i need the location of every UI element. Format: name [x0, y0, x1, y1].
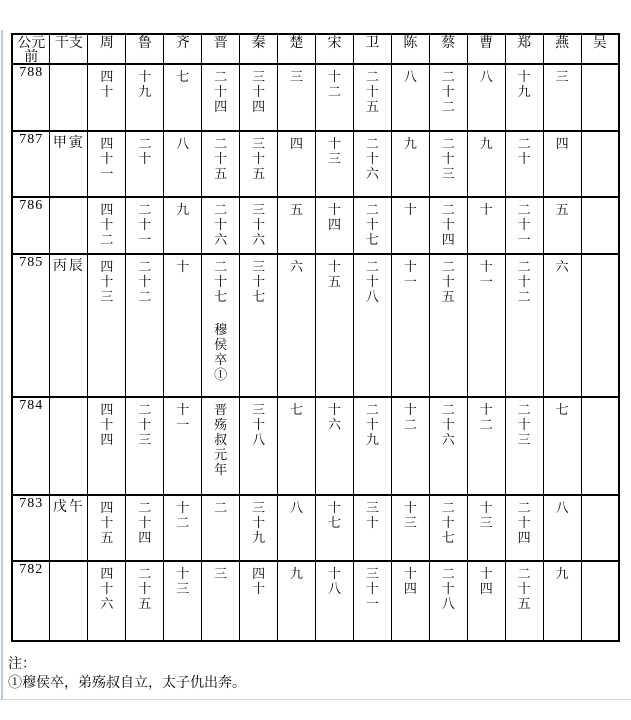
state-cell: [164, 495, 202, 561]
vertical-regnal-year: 八: [176, 136, 190, 151]
chronology-table: [11, 33, 620, 642]
state-cell: [543, 495, 581, 561]
state-cell: [467, 64, 505, 131]
vertical-regnal-year: 四十一: [100, 136, 114, 181]
state-cell: [316, 254, 354, 397]
column-header-11: 蔡: [429, 34, 467, 64]
state-cell: [543, 197, 581, 254]
vertical-regnal-year: 三十五: [252, 136, 266, 181]
state-cell: [126, 495, 164, 561]
notes-label: 注：: [8, 655, 36, 671]
state-cell: [467, 131, 505, 197]
state-cell: [240, 495, 278, 561]
state-cell: [240, 397, 278, 495]
state-cell: [581, 495, 619, 561]
state-cell: [164, 197, 202, 254]
vertical-regnal-year: 十一: [176, 402, 190, 432]
year-cell: 786: [12, 197, 50, 254]
vertical-regnal-year: 三十一: [365, 566, 379, 611]
state-cell: [429, 64, 467, 131]
vertical-regnal-year: 二十四: [441, 202, 455, 247]
state-cell: [505, 64, 543, 131]
vertical-regnal-year: 八: [555, 500, 569, 515]
vertical-regnal-year: 十八: [327, 566, 341, 596]
vertical-regnal-year: 十四: [327, 202, 341, 232]
column-header-10: 陈: [391, 34, 429, 64]
year-row: [12, 495, 619, 561]
vertical-regnal-year: 九: [555, 566, 569, 581]
vertical-regnal-year: 三: [290, 69, 304, 84]
state-cell: [202, 64, 240, 131]
state-cell: [278, 197, 316, 254]
state-cell: [467, 561, 505, 641]
year-row: [12, 397, 619, 495]
vertical-regnal-year: 七: [555, 402, 569, 417]
vertical-regnal-year: 四十二: [100, 202, 114, 247]
state-cell: [202, 197, 240, 254]
state-cell: [543, 254, 581, 397]
state-cell: [581, 197, 619, 254]
vertical-regnal-year: 九: [176, 202, 190, 217]
state-cell: [353, 495, 391, 561]
state-cell: [88, 64, 126, 131]
vertical-regnal-year: 二十四: [517, 500, 531, 545]
vertical-regnal-year: 十二: [176, 500, 190, 530]
state-cell: [88, 397, 126, 495]
vertical-regnal-year: 十七: [327, 500, 341, 530]
state-cell: [126, 197, 164, 254]
state-cell: [353, 561, 391, 641]
state-cell: [353, 131, 391, 197]
vertical-regnal-year: 二十五: [517, 566, 531, 611]
year-cell: 784: [12, 397, 50, 495]
column-header-15: 吴: [581, 34, 619, 64]
column-header-1: 干支: [50, 34, 88, 64]
state-cell: [581, 254, 619, 397]
vertical-regnal-year: 九: [479, 136, 493, 151]
ganzhi-cell: 甲寅: [50, 131, 88, 197]
state-cell: [581, 131, 619, 197]
state-cell: [391, 197, 429, 254]
vertical-regnal-year: 二: [214, 500, 228, 515]
vertical-regnal-year: 十四: [403, 566, 417, 596]
vertical-regnal-year: 十: [403, 202, 417, 217]
ganzhi-cell: 戊午: [50, 495, 88, 561]
state-cell: [278, 64, 316, 131]
state-cell: [316, 197, 354, 254]
vertical-regnal-year: 十六: [327, 402, 341, 432]
vertical-regnal-year: 十二: [479, 402, 493, 432]
page-left-border: [1, 30, 3, 699]
state-cell: [391, 561, 429, 641]
vertical-regnal-year: 二十八: [441, 566, 455, 611]
vertical-regnal-year: 二十五: [441, 259, 455, 304]
vertical-regnal-year: 十四: [479, 566, 493, 596]
vertical-regnal-year: 二十四: [138, 500, 152, 545]
state-cell: [353, 254, 391, 397]
vertical-regnal-year: 九: [290, 566, 304, 581]
vertical-regnal-year: 十三: [327, 136, 341, 166]
year-cell: 787: [12, 131, 50, 197]
vertical-regnal-year: 三十六: [252, 202, 266, 247]
state-cell: [543, 397, 581, 495]
vertical-regnal-year: 二十五: [138, 566, 152, 611]
vertical-regnal-year: 二十二: [138, 259, 152, 304]
vertical-regnal-year: 二十七: [365, 202, 379, 247]
state-cell: [429, 561, 467, 641]
state-cell: [505, 131, 543, 197]
vertical-regnal-year: 二十八: [365, 259, 379, 304]
year-cell: 783: [12, 495, 50, 561]
state-cell: [88, 561, 126, 641]
state-cell: [581, 64, 619, 131]
state-cell: [240, 254, 278, 397]
vertical-regnal-year: 二十九: [365, 402, 379, 447]
state-cell: [316, 64, 354, 131]
state-cell: [126, 131, 164, 197]
state-cell: [126, 561, 164, 641]
state-cell: [88, 254, 126, 397]
ganzhi-cell: 丙辰: [50, 254, 88, 397]
vertical-regnal-year: 十九: [138, 69, 152, 99]
state-cell: [505, 397, 543, 495]
vertical-regnal-year: 七: [290, 402, 304, 417]
vertical-regnal-year: 六: [555, 259, 569, 274]
state-cell: [202, 495, 240, 561]
state-cell: [126, 254, 164, 397]
state-cell: [391, 131, 429, 197]
column-header-7: 楚: [278, 34, 316, 64]
vertical-regnal-year: 二十五: [365, 69, 379, 114]
vertical-regnal-year: 五: [290, 202, 304, 217]
state-cell: [543, 561, 581, 641]
state-cell: [278, 561, 316, 641]
vertical-regnal-year: 十二: [327, 69, 341, 99]
vertical-regnal-year: 三十七: [252, 259, 266, 304]
column-header-3: 鲁: [126, 34, 164, 64]
state-cell: [353, 64, 391, 131]
state-cell: [505, 495, 543, 561]
column-header-12: 曹: [467, 34, 505, 64]
year-cell: 785: [12, 254, 50, 397]
vertical-regnal-year: 二十三: [441, 136, 455, 181]
ganzhi-cell: [50, 561, 88, 641]
year-row: [12, 197, 619, 254]
vertical-regnal-year: 十九: [517, 69, 531, 99]
notes-section: [8, 654, 246, 692]
state-cell: [278, 131, 316, 197]
state-cell: [88, 495, 126, 561]
state-cell: [164, 254, 202, 397]
ganzhi-cell: [50, 64, 88, 131]
vertical-regnal-year: 三十九: [252, 500, 266, 545]
state-cell: [164, 561, 202, 641]
vertical-regnal-year: 四十五: [100, 500, 114, 545]
vertical-regnal-year: 四十: [252, 566, 266, 596]
vertical-regnal-year: 十二: [403, 402, 417, 432]
state-cell: [353, 397, 391, 495]
vertical-regnal-year: 十: [479, 202, 493, 217]
vertical-regnal-year: 二十: [517, 136, 531, 166]
year-row: [12, 131, 619, 197]
vertical-regnal-year: 二十七: [441, 500, 455, 545]
state-cell: [240, 131, 278, 197]
state-cell: [391, 495, 429, 561]
vertical-regnal-year: 二十六: [441, 402, 455, 447]
vertical-regnal-year: 二十六: [365, 136, 379, 181]
state-cell: [429, 197, 467, 254]
state-cell: [278, 254, 316, 397]
state-cell: [505, 561, 543, 641]
column-header-13: 郑: [505, 34, 543, 64]
state-cell: [240, 64, 278, 131]
vertical-regnal-year: 十一: [479, 259, 493, 289]
vertical-regnal-year: 三: [555, 69, 569, 84]
state-cell: [505, 254, 543, 397]
state-cell: [202, 131, 240, 197]
state-cell: [467, 397, 505, 495]
state-cell: [202, 397, 240, 495]
ganzhi-cell: [50, 397, 88, 495]
column-header-0: 公元前: [12, 34, 50, 64]
year-row: [12, 64, 619, 131]
vertical-regnal-year: 二十七: [214, 259, 228, 304]
vertical-regnal-year: 四十: [100, 69, 114, 99]
column-header-14: 燕: [543, 34, 581, 64]
state-cell: [467, 197, 505, 254]
state-cell: [429, 495, 467, 561]
state-cell: [543, 64, 581, 131]
state-cell: [353, 197, 391, 254]
year-cell: 782: [12, 561, 50, 641]
state-cell: [164, 64, 202, 131]
state-cell: [202, 561, 240, 641]
vertical-regnal-year: 三十: [365, 500, 379, 530]
state-cell: [429, 131, 467, 197]
vertical-regnal-year: 二十五: [214, 136, 228, 181]
state-cell: [240, 197, 278, 254]
vertical-regnal-year: 三十四: [252, 69, 266, 114]
vertical-regnal-year: 二十六: [214, 202, 228, 247]
year-row: [12, 254, 619, 397]
state-cell: [202, 254, 240, 397]
vertical-regnal-year: 四十三: [100, 259, 114, 304]
year-row: [12, 561, 619, 641]
vertical-regnal-year: 二十一: [517, 202, 531, 247]
vertical-regnal-year: 十三: [479, 500, 493, 530]
state-cell: [164, 397, 202, 495]
vertical-regnal-year: 二十三: [517, 402, 531, 447]
state-cell: [240, 561, 278, 641]
column-header-6: 秦: [240, 34, 278, 64]
vertical-regnal-year: 二十二: [517, 259, 531, 304]
vertical-regnal-year: 十五: [327, 259, 341, 289]
state-cell: [429, 397, 467, 495]
vertical-regnal-year: 晋殇叔元年: [214, 402, 228, 477]
vertical-regnal-year: 三: [214, 566, 228, 581]
note-item: ①穆侯卒，弟殇叔自立，太子仇出奔。: [8, 673, 246, 690]
state-cell: [391, 254, 429, 397]
column-header-2: 周: [88, 34, 126, 64]
state-cell: [581, 561, 619, 641]
state-cell: [429, 254, 467, 397]
table-header-row: [12, 34, 619, 64]
column-header-9: 卫: [353, 34, 391, 64]
vertical-regnal-year: 七: [176, 69, 190, 84]
vertical-regnal-year: 八: [290, 500, 304, 515]
vertical-regnal-year: 十三: [403, 500, 417, 530]
state-cell: [316, 397, 354, 495]
state-cell: [88, 131, 126, 197]
column-header-5: 晋: [202, 34, 240, 64]
vertical-regnal-year: 二十二: [441, 69, 455, 114]
vertical-regnal-year: 二十四: [214, 69, 228, 114]
vertical-regnal-year: 二十三: [138, 402, 152, 447]
vertical-regnal-year: 四: [555, 136, 569, 151]
state-cell: [543, 131, 581, 197]
vertical-regnal-year: 八: [403, 69, 417, 84]
state-cell: [467, 254, 505, 397]
column-header-4: 齐: [164, 34, 202, 64]
vertical-regnal-year: 四十四: [100, 402, 114, 447]
vertical-regnal-year: 十: [176, 259, 190, 274]
column-header-8: 宋: [316, 34, 354, 64]
state-cell: [126, 64, 164, 131]
vertical-regnal-year: 五: [555, 202, 569, 217]
state-cell: [316, 495, 354, 561]
vertical-regnal-year: 二十一: [138, 202, 152, 247]
vertical-regnal-year: 四: [290, 136, 304, 151]
state-cell: [126, 397, 164, 495]
vertical-regnal-year: 九: [403, 136, 417, 151]
vertical-regnal-year: 二十: [138, 136, 152, 166]
state-cell: [278, 397, 316, 495]
state-cell: [316, 131, 354, 197]
cell-footnote-ref: 穆侯卒①: [214, 321, 228, 382]
year-cell: 788: [12, 64, 50, 131]
vertical-regnal-year: 六: [290, 259, 304, 274]
state-cell: [316, 561, 354, 641]
vertical-regnal-year: 三十八: [252, 402, 266, 447]
page-bottom-border: [0, 699, 631, 700]
state-cell: [164, 131, 202, 197]
state-cell: [467, 495, 505, 561]
state-cell: [278, 495, 316, 561]
state-cell: [88, 197, 126, 254]
state-cell: [505, 197, 543, 254]
ganzhi-cell: [50, 197, 88, 254]
vertical-regnal-year: 四十六: [100, 566, 114, 611]
state-cell: [391, 64, 429, 131]
vertical-regnal-year: 十三: [176, 566, 190, 596]
vertical-regnal-year: 十一: [403, 259, 417, 289]
vertical-regnal-year: 八: [479, 69, 493, 84]
state-cell: [581, 397, 619, 495]
state-cell: [391, 397, 429, 495]
